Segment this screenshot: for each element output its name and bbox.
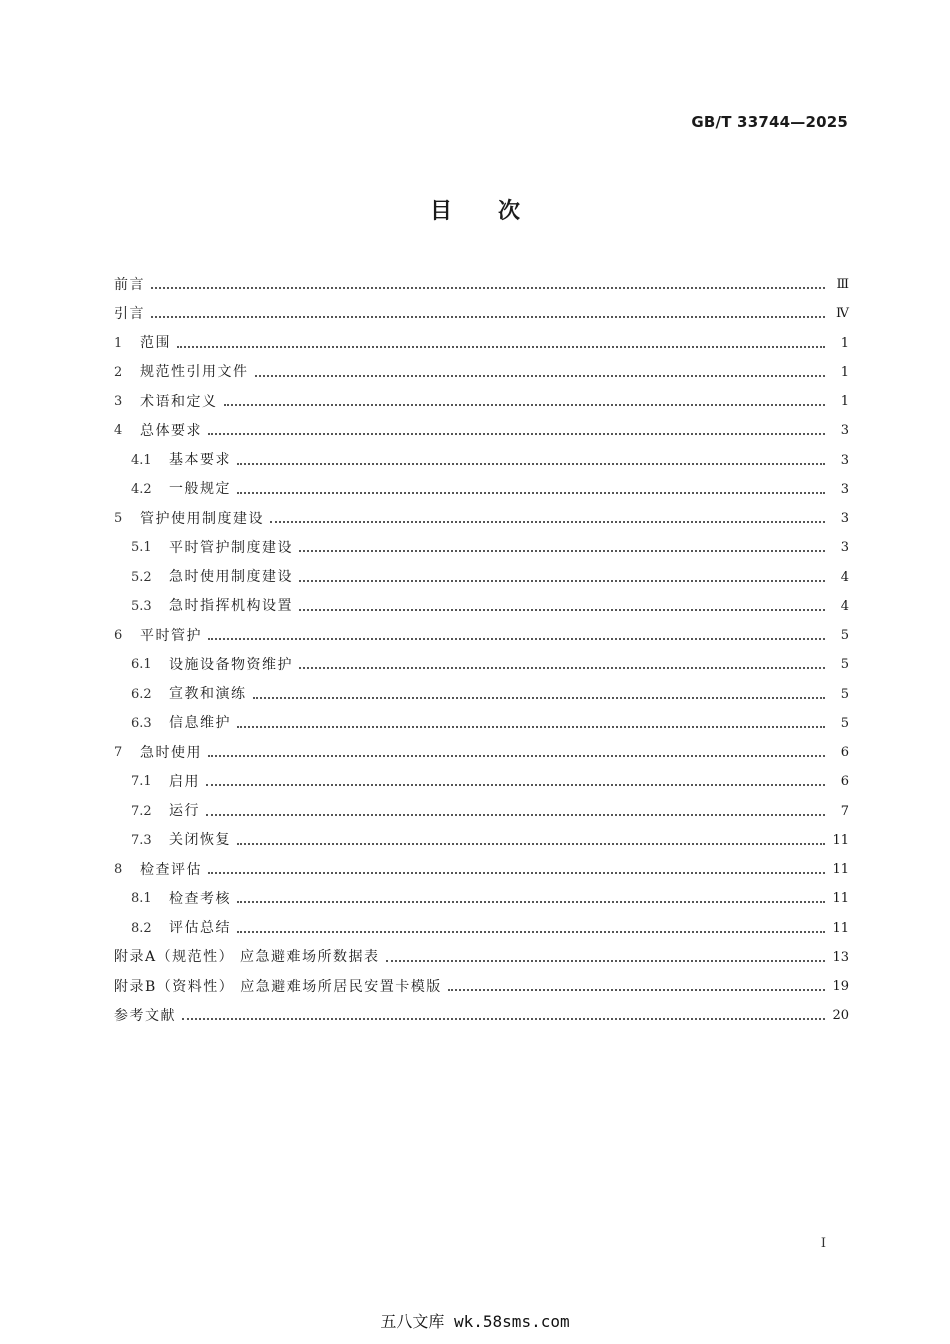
toc-entry[interactable]	[114, 592, 849, 621]
toc-entry-label: 总体要求	[140, 422, 202, 439]
toc-entry-page: 3	[840, 423, 849, 439]
dot-leader	[237, 491, 825, 494]
toc-entry-label: 设施设备物资维护	[169, 656, 293, 673]
toc-entry-page: 20	[832, 1008, 849, 1024]
toc-entry[interactable]	[114, 709, 849, 738]
dot-leader	[299, 549, 825, 552]
toc-entry-label: 规范性引用文件	[140, 364, 249, 381]
toc-entry-label: 检查评估	[140, 861, 202, 878]
toc-entry-number: 7.2	[131, 803, 152, 819]
toc-entry-label: 运行	[169, 803, 200, 820]
toc-entry-page: 6	[840, 745, 849, 761]
toc-entry-page: 3	[840, 540, 849, 556]
toc-entry-page: 4	[840, 598, 849, 614]
toc-entry-number: 5.2	[131, 569, 152, 585]
toc-entry-label: 平时管护	[140, 627, 202, 644]
toc-entry[interactable]	[114, 680, 849, 709]
dot-leader	[177, 345, 825, 348]
toc-entry-label: 信息维护	[169, 715, 231, 732]
toc-entry-page: 3	[840, 452, 849, 468]
toc-entry-label: 参考文献	[114, 1007, 176, 1024]
toc-entry[interactable]	[114, 475, 849, 504]
toc-entry[interactable]	[114, 621, 849, 650]
toc-entry-label: 引言	[114, 305, 145, 322]
toc-entry[interactable]	[114, 358, 849, 387]
toc-entry[interactable]	[114, 270, 849, 299]
toc-entry-page: Ⅲ	[836, 277, 849, 293]
toc-entry[interactable]	[114, 387, 849, 416]
toc-entry[interactable]	[114, 504, 849, 533]
toc-entry-page: 13	[832, 949, 849, 965]
toc-entry-number: 4	[114, 423, 123, 439]
dot-leader	[237, 842, 825, 845]
toc-entry-number: 6.1	[131, 657, 152, 673]
toc-entry-number: 6	[114, 628, 123, 644]
toc-entry-label: 基本要求	[169, 452, 231, 469]
dot-leader	[224, 403, 826, 406]
toc-entry[interactable]	[114, 943, 849, 972]
toc-entry-number: 5.3	[131, 598, 152, 614]
dot-leader	[237, 462, 825, 465]
dot-leader	[208, 432, 825, 435]
toc-entry-label: 管护使用制度建设	[140, 510, 264, 527]
dot-leader	[151, 315, 825, 318]
toc-entry-page: 1	[840, 394, 849, 410]
toc-entry-number: 6.2	[131, 686, 152, 702]
toc-entry-page: 7	[840, 803, 849, 819]
toc-entry-label: 术语和定义	[140, 393, 218, 410]
toc-entry[interactable]	[114, 299, 849, 328]
toc-entry-page: 4	[840, 569, 849, 585]
toc-entry[interactable]	[114, 1001, 849, 1030]
toc-entry[interactable]	[114, 416, 849, 445]
toc-entry-label: 一般规定	[169, 481, 231, 498]
toc-entry-page: 19	[832, 979, 849, 995]
dot-leader	[182, 1017, 825, 1020]
toc-entry[interactable]	[114, 329, 849, 358]
toc-entry[interactable]	[114, 738, 849, 767]
dot-leader	[151, 286, 825, 289]
toc-entry[interactable]	[114, 446, 849, 475]
toc-entry-label: 急时使用	[140, 744, 202, 761]
toc-entry[interactable]	[114, 826, 849, 855]
toc-entry-number: 5.1	[131, 540, 152, 556]
dot-leader	[299, 579, 825, 582]
page-number: I	[820, 1236, 826, 1251]
watermark-text: 五八文库 wk.58sms.com	[380, 1312, 570, 1331]
toc-entry-label: 附录B（资料性） 应急避难场所居民安置卡模版	[114, 978, 442, 995]
dot-leader	[206, 813, 825, 816]
toc-entry-label: 启用	[169, 773, 200, 790]
toc-entry-page: 1	[840, 364, 849, 380]
dot-leader	[299, 666, 825, 669]
toc-entry-number: 8.1	[131, 891, 152, 907]
toc-entry-number: 8.2	[131, 920, 152, 936]
toc-entry-page: 5	[840, 715, 849, 731]
toc-entry-label: 范围	[140, 335, 171, 352]
toc-entry-label: 检查考核	[169, 890, 231, 907]
toc-entry-page: 3	[840, 511, 849, 527]
table-of-contents	[114, 270, 849, 1031]
toc-entry[interactable]	[114, 914, 849, 943]
toc-entry-page: 11	[832, 891, 849, 907]
toc-entry-page: 3	[840, 481, 849, 497]
standard-number: GB/T 33744—2025	[691, 113, 848, 131]
toc-entry[interactable]	[114, 797, 849, 826]
dot-leader	[208, 871, 825, 874]
toc-entry-number: 7.3	[131, 832, 152, 848]
dot-leader	[253, 696, 826, 699]
toc-entry-label: 平时管护制度建设	[169, 539, 293, 556]
dot-leader	[206, 783, 825, 786]
toc-entry-number: 7	[114, 745, 123, 761]
toc-entry-number: 4.1	[131, 452, 152, 468]
toc-entry-number: 6.3	[131, 715, 152, 731]
dot-leader	[237, 930, 825, 933]
dot-leader	[208, 754, 825, 757]
dot-leader	[270, 520, 825, 523]
toc-entry[interactable]	[114, 533, 849, 562]
dot-leader	[255, 374, 826, 377]
dot-leader	[448, 988, 825, 991]
dot-leader	[386, 959, 825, 962]
toc-entry[interactable]	[114, 767, 849, 796]
toc-entry-number: 4.2	[131, 481, 152, 497]
toc-entry-page: 11	[832, 920, 849, 936]
toc-entry-page: 11	[832, 832, 849, 848]
toc-entry-number: 7.1	[131, 774, 152, 790]
toc-entry[interactable]	[114, 972, 849, 1001]
toc-entry-page: 5	[840, 657, 849, 673]
toc-entry[interactable]	[114, 650, 849, 679]
toc-entry-label: 附录A（规范性） 应急避难场所数据表	[114, 949, 380, 966]
toc-entry-label: 急时使用制度建设	[169, 569, 293, 586]
toc-entry-page: 11	[832, 862, 849, 878]
toc-entry[interactable]	[114, 855, 849, 884]
toc-entry-label: 关闭恢复	[169, 832, 231, 849]
toc-entry-number: 3	[114, 394, 123, 410]
dot-leader	[237, 900, 825, 903]
toc-entry-number: 2	[114, 364, 123, 380]
toc-entry-label: 宣教和演练	[169, 686, 247, 703]
toc-entry-page: 6	[840, 774, 849, 790]
toc-entry-page: 1	[840, 335, 849, 351]
toc-entry-page: 5	[840, 628, 849, 644]
toc-entry-page: 5	[840, 686, 849, 702]
toc-entry[interactable]	[114, 563, 849, 592]
toc-entry-label: 前言	[114, 276, 145, 293]
page-title: 目次	[429, 199, 566, 224]
toc-entry-label: 急时指挥机构设置	[169, 598, 293, 615]
toc-entry-number: 5	[114, 511, 123, 527]
toc-entry-number: 8	[114, 862, 123, 878]
dot-leader	[208, 637, 825, 640]
toc-entry-number: 1	[114, 335, 123, 351]
toc-entry[interactable]	[114, 884, 849, 913]
toc-entry-label: 评估总结	[169, 920, 231, 937]
toc-entry-page: Ⅳ	[836, 306, 849, 322]
dot-leader	[237, 725, 825, 728]
dot-leader	[299, 608, 825, 611]
